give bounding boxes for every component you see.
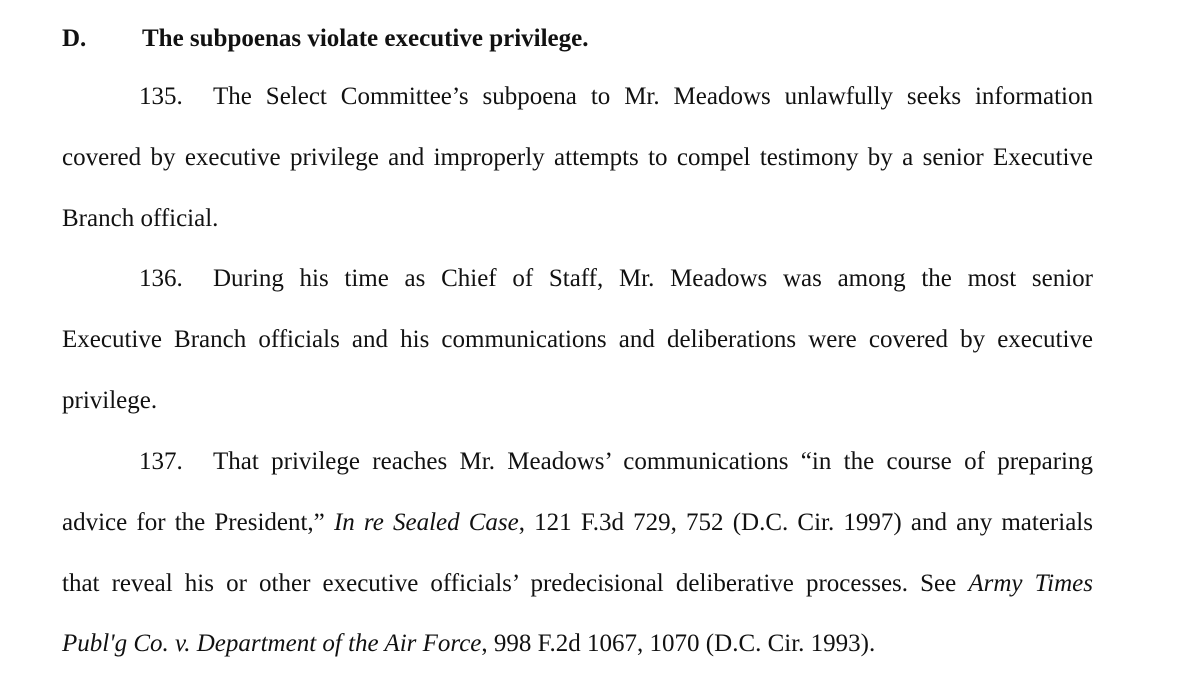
case-citation: Publ'g Co. v. Department of the Air Force <box>62 630 482 657</box>
paragraph-number: 135. <box>139 83 183 110</box>
section-heading <box>62 24 1093 54</box>
paragraph-136-line-1 <box>139 264 1093 294</box>
paragraph-135-line-2: covered by executive privilege and improperly attempts to compel testimony by a senior Executive <box>62 144 1093 171</box>
paragraph-text: During his time as Chief of Staff, Mr. Meadows was among the most senior <box>213 265 1093 292</box>
paragraph-136-line-3: privilege. <box>62 387 158 414</box>
paragraph-137-line-2 <box>62 508 1093 538</box>
paragraph-137-line-3 <box>62 569 1093 599</box>
case-citation: Army Times <box>968 570 1093 597</box>
section-letter: D. <box>62 25 87 52</box>
text-segment: , 998 F.2d 1067, 1070 (D.C. Cir. 1993). <box>481 630 876 657</box>
paragraph-number: 137. <box>139 448 183 475</box>
text-segment: advice for the President,” <box>62 509 334 536</box>
section-title: The subpoenas violate executive privilege. <box>142 25 589 52</box>
paragraph-number: 136. <box>139 265 183 292</box>
paragraph-136-line-2: Executive Branch officials and his communications and deliberations were covered by executive <box>62 326 1093 353</box>
text-segment: , 121 F.3d 729, 752 (D.C. Cir. 1997) and any materials <box>518 509 1093 536</box>
paragraph-137-line-4 <box>62 629 1093 659</box>
paragraph-135-line-1 <box>139 82 1093 112</box>
paragraph-text: That privilege reaches Mr. Meadows’ communications “in the course of preparing <box>213 448 1093 475</box>
paragraph-text: The Select Committee’s subpoena to Mr. Meadows unlawfully seeks information <box>213 83 1093 110</box>
paragraph-137-line-1 <box>139 447 1093 477</box>
text-segment: that reveal his or other executive officials’ predecisional deliberative processes. See <box>62 570 969 597</box>
case-citation: In re Sealed Case <box>333 509 519 536</box>
paragraph-135-line-3: Branch official. <box>62 205 219 232</box>
